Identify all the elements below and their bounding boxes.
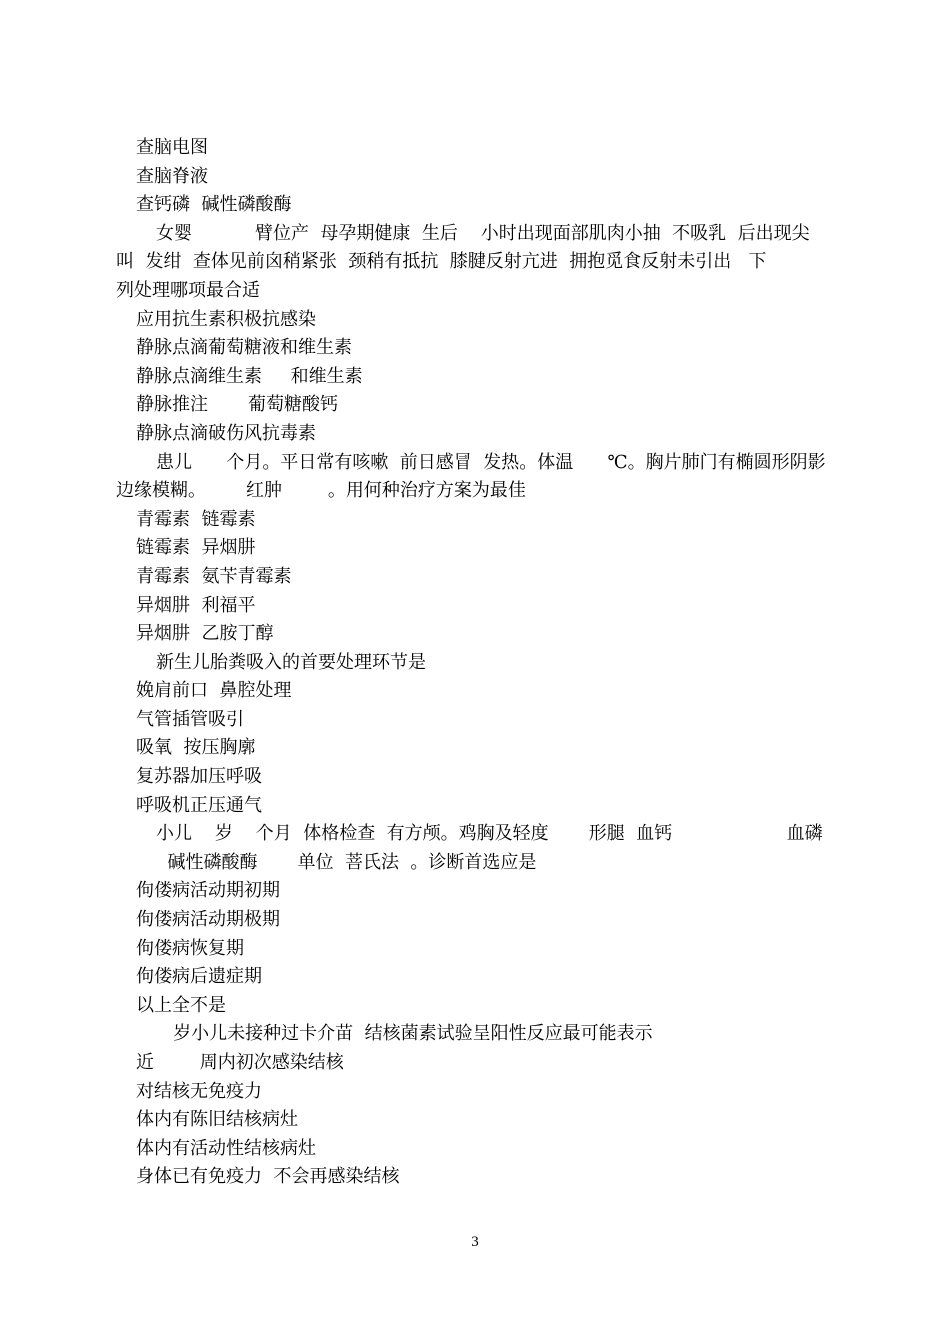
text-line: 查钙磷 碱性磷酸酶 [136,194,292,216]
text-line: 边缘模糊。 红肿 。用何种治疗方案为最佳 [116,480,526,502]
text-line: 查脑脊液 [136,165,208,187]
text-line: 近 周内初次感染结核 [136,1052,344,1073]
page-number: 3 [471,1234,479,1250]
text-line: 列处理哪项最合适 [116,279,260,301]
text-line: 身体已有免疫力 不会再感染结核 [136,1166,400,1188]
text-line: 异烟肼 利福平 [136,594,256,616]
text-line: 患儿 个月。平日常有咳嗽 前日感冒 发热。体温 ℃。胸片肺门有椭圆形阴影 [156,451,826,473]
text-line: 呼吸机正压通气 [136,794,262,816]
text-line: 小儿 岁 个月 体格检查 有方颅。鸡胸及轻度 形腿 血钙 血磷 [156,823,823,845]
text-line: 青霉素 链霉素 [136,508,256,530]
text-line: 静脉点滴破伤风抗毒素 [136,422,316,444]
text-line: 岁小儿未接种过卡介苗 结核菌素试验呈阳性反应最可能表示 [156,1023,653,1045]
text-line: 异烟肼 乙胺丁醇 [136,623,274,645]
text-line: 佝偻病后遗症期 [136,966,262,988]
text-line: 气管插管吸引 [136,708,244,730]
text-line: 女婴 臂位产 母孕期健康 生后 小时出现面部肌肉小抽 不吸乳 后出现尖 [156,222,810,244]
text-line: 娩肩前口 鼻腔处理 [136,680,292,702]
text-line: 静脉推注 葡萄糖酸钙 [136,394,339,416]
document-body [116,134,846,1192]
text-line: 体内有活动性结核病灶 [136,1137,316,1159]
text-line: 应用抗生素积极抗感染 [136,308,316,330]
text-line: 新生儿胎粪吸入的首要处理环节是 [156,651,426,673]
text-line: 查脑电图 [136,137,208,158]
text-line: 链霉素 异烟肼 [136,537,256,559]
text-line: 叫 发绀 查体见前囟稍紧张 颈稍有抵抗 膝腱反射亢进 拥抱觅食反射未引出 下 [116,251,767,273]
text-line: 以上全不是 [136,994,226,1016]
text-line: 对结核无免疫力 [136,1080,262,1102]
text-line: 青霉素 氨苄青霉素 [136,565,292,587]
text-line: 静脉点滴葡萄糖液和维生素 [136,337,352,359]
text-line: 体内有陈旧结核病灶 [136,1109,298,1131]
text-line: 碱性磷酸酶 单位 菩氏法 。诊断首选应是 [116,851,537,873]
text-line: 静脉点滴维生素 和维生素 [136,365,363,387]
text-line: 吸氧 按压胸廓 [136,737,256,759]
text-line: 佝偻病活动期极期 [136,909,280,931]
text-line: 佝偻病活动期初期 [136,880,280,902]
text-line: 佝偻病恢复期 [136,937,244,959]
text-line: 复苏器加压呼吸 [136,766,262,788]
